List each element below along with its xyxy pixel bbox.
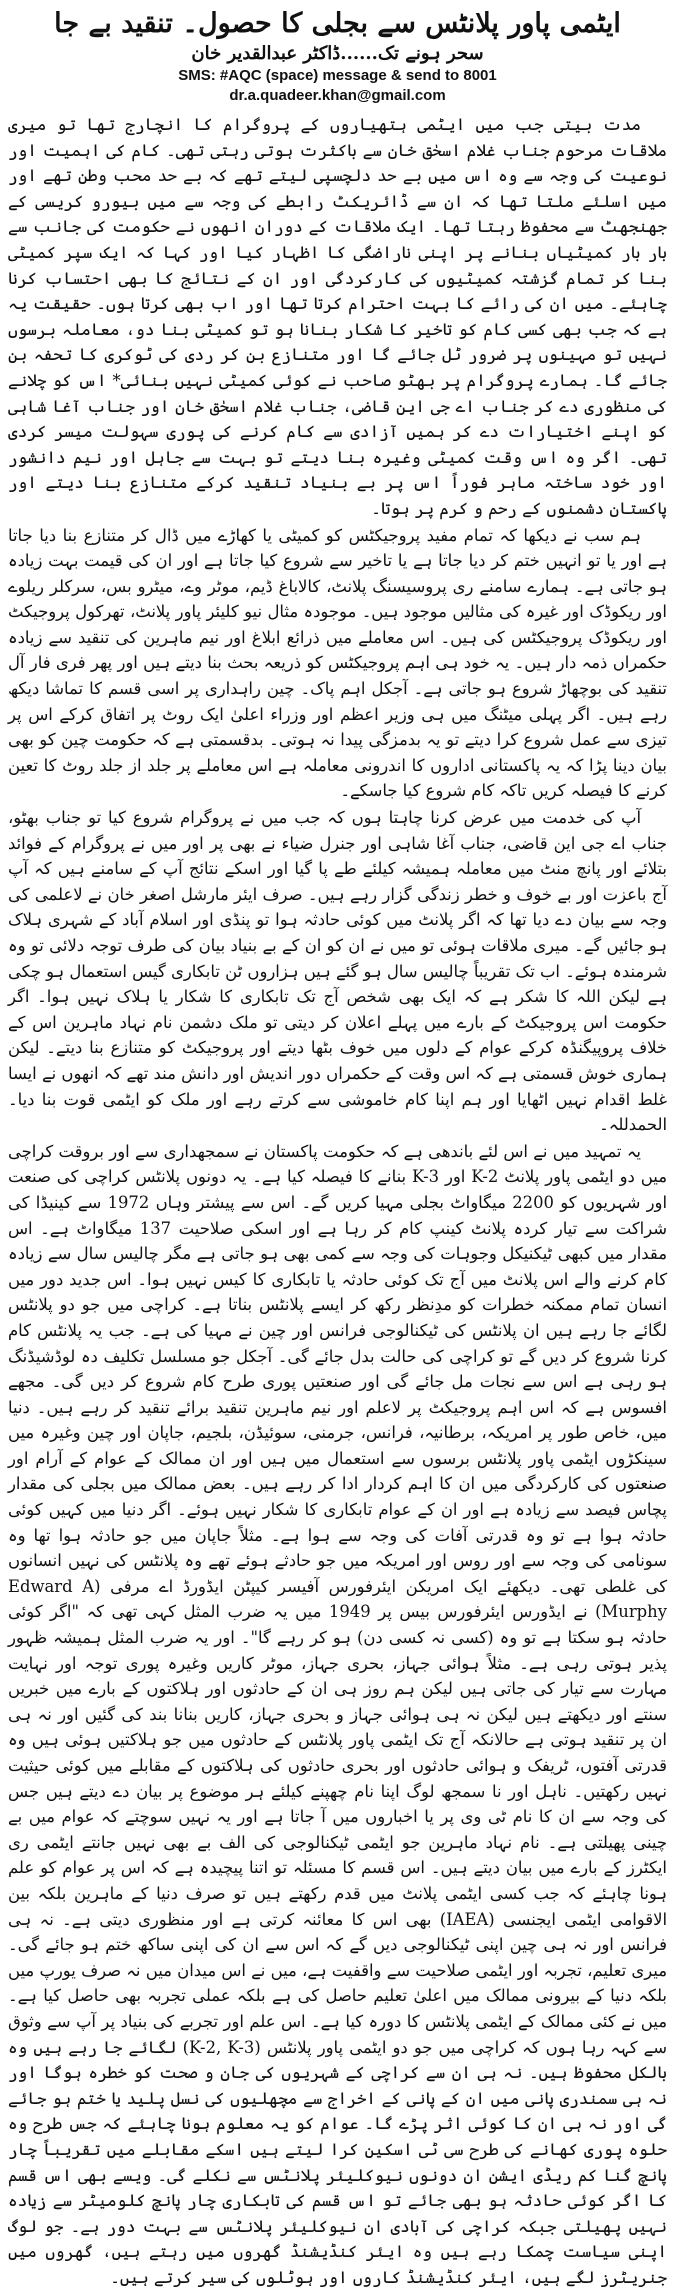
byline: سحر ہونے تک......ڈاکٹر عبدالقدیر خان <box>191 43 484 64</box>
paragraph: مدت بیتی جب میں ایٹمی ہتھیاروں کے پروگرام کا انچارج تھا تو میری ملاقات مرحوم جناب غلام اسحٰق خان سے باکثرت ہوتی رہتی تھی۔ کام کی اہمیت اور نوعیت کی وجہ سے وہ اس میں بے حد دلچسپی لیتے تھے کہ بے حد محب وطن تھے اور میں اسلئے ملتا تھا کہ ان سے ڈائریکٹ رابطے کی وجہ سے میں بیورو کریسی کے جھنجھٹ سے محفوظ رہتا تھا۔ ایک ملاقات کے دوران انھوں نے حکومت کی جانب سے بار بار کمیٹیاں بنانے پر اپنی ناراضگی کا اظہار کیا اور کہا کہ ایک سپر کمیٹی بنا کر تمام گزشتہ کمیٹیوں کی کارکردگی اور ان کے نتائج کا بھی احتساب کرنا چاہئے۔ میں ان کی رائے کا بہت احترام کرتا تھا اور اب بھی کرتا ہوں۔ حقیقت یہ ہے کہ جب بھی کسی کام کو تاخیر کا شکار بنانا ہو تو کمیٹی بنا دو، معاملہ برسوں نہیں تو مہینوں پر ضرور ٹل جائے گا اور متنازع بن کر ردی کی ٹوکری کا تحفہ بن جائے گا۔ ہمارے پروگرام پر بھٹو صاحب نے کوئی کمیٹی نہیں بنائی* اس کو چلانے کی منظوری دے کر جناب اے جی این قاضی، جناب غلام اسحٰق خان اور جناب آغا شاہی کو اپنے اختیارات دے کر ہمیں آزادی سے کام کرنے کی پوری سہولت میسر کردی تھی۔ اگر وہ اس وقت کمیٹی وغیرہ بنا دیتے تو بہت سے جاہل اور نیم دانشور اور خود ساختہ ماہر فوراً اس پر بے بنیاد تنقید کرکے متنازع بنا دیتے اور پاکستان دشمنوں کے رحم و کرم پر ہوتا۔ <box>8 115 667 518</box>
paragraph: یہ تمہید میں نے اس لئے باندھی ہے کہ حکومت پاکستان نے سمجھداری سے اور بروقت کراچی میں دو ایٹمی پاور پلانٹ K-2 اور K-3 بنانے کا فیصلہ کیا ہے۔ یہ دونوں پلانٹس کراچی کی صنعت اور شہریوں کو 2200 میگاواٹ بجلی مہیا کریں گے۔ اس سے پیشتر وہاں 1972 سے کینیڈا کی شراکت سے تیار کردہ پلانٹ کینپ کام کر رہا ہے اور اسکی صلاحیت 137 میگاواٹ ہے۔ اس مقدار میں کبھی ٹیکنیکل وجوہات کی وجہ سے کمی بھی ہو جاتی ہے مگر چالیس سال سے زیادہ کام کرنے والے اس پلانٹ میں آج تک کوئی حادثہ یا تابکاری کا کیس نہیں ہوا۔ اس جدید دور میں انسان تمام ممکنہ خطرات کو مدِنظر رکھ کر ایسے پلانٹس بناتا ہے۔ کراچی میں جو دو پلانٹس لگائے جا رہے ہیں ان پلانٹس کی ٹیکنالوجی فرانس اور چین نے مہیا کی ہے۔ جب یہ پلانٹس کام کرنا شروع کر دیں گے تو کراچی کی حالت بدل جائے گی۔ آجکل جو مسلسل تکلیف دہ لوڈشیڈنگ ہو رہی ہے اس سے نجات مل جائے گی اور صنعتیں پوری طرح کام شروع کر دیں گی۔ مجھے افسوس ہے کہ اس اہم پروجیکٹ پر لاعلم اور نیم ماہرین تنقید برائے تنقید کر رہے ہیں۔ دنیا میں، خاص طور پر امریکہ، برطانیہ، فرانس، جرمنی، سوئیڈن، بلجیم، جاپان اور چین وغیرہ میں سینکڑوں ایٹمی پاور پلانٹس برسوں سے استعمال میں ہیں اور ان ممالک کے عوام کے آرام اور صنعتوں کی کارکردگی میں ان کا اہم کردار ادا کر رہے ہیں۔ بعض ممالک میں بجلی کی مقدار پچاس فیصد سے زیادہ ہے اور ان کے عوام تابکاری کا شکار نہیں ہوئے۔ اگر دنیا میں کہیں کوئی حادثہ ہوا ہے تو وہ قدرتی آفات کی وجہ سے ہوا ہے۔ مثلاً جاپان میں جو حادثہ ہوا تھا وہ سونامی کی وجہ سے اور روس اور امریکہ میں جو حادثے ہوئے تھے وہ پلانٹس کی نہیں انسانوں کی غلطی تھی۔ دیکھئے ایک امریکن ایئرفورس آفیسر کیپٹن ایڈورڈ اے مرفی (Edward A Murphy) نے ایڈورس ایئرفورس بیس پر 1949 میں یہ ضرب المثل کہی تھی کہ "اگر کوئی حادثہ ہو سکتا ہے تو وہ (کسی نہ کسی دن) ہو کر رہے گا"۔ اور یہ ضرب المثل ہمیشہ ظہور پذیر ہوتی رہی ہے۔ مثلاً ہوائی جہاز، بحری جہاز، موٹر کاریں وغیرہ پوری توجہ اور نہایت مہارت سے تیار کی جاتی ہیں لیکن ہم روز ہی ان کے حادثوں اور ہلاکتوں کے بارے میں خبریں سنتے اور دیکھتے ہیں لیکن نہ ہی ہوائی جہاز و بحری جہاز، کاریں بنانا بند کی گئیں اور نہ ہی ان پر تنقید ہوتی ہے حالانکہ آج تک ایٹمی پاور پلانٹس کے حادثوں میں جو ہلاکتیں ہوئی ہیں وہ قدرتی آفتوں، ٹریفک و ہوائی حادثوں اور بحری حادثوں کی ہلاکتوں کے مقابلے میں کوئی حیثیت نہیں رکھتیں۔ ناہل اور نا سمجھ لوگ اپنا نام چھپنے کیلئے ہر موضوع پر بیان دے دیتے ہیں جس کی وجہ سے ان کا نام ٹی وی پر یا اخباروں میں آ جاتا ہے اور یہ نہیں سوچتے کہ عوام میں بے چینی پھیلتی ہے۔ نام نہاد ماہرین جو ایٹمی ٹیکنالوجی کی الف بے بھی نہیں جانتے ایٹمی ری ایکٹرز کے بارے میں بیان دیتے ہیں۔ اس قسم کا مسئلہ تو اتنا پیچیدہ ہے کہ اس پر عوام کو علم ہونا چاہئے کہ جب کسی ایٹمی پلانٹ میں قدم رکھتے ہیں تو صرف دنیا کے ماہرین بلکہ بین الاقوامی ایٹمی ایجنسی (IAEA) بھی اس کا معائنہ کرتی ہے اور منظوری دیتی ہے۔ نہ ہی فرانس اور نہ ہی چین اپنی ٹیکنالوجی دیں گے کہ اس سے ان کی اپنی ساکھ ختم ہو جائے گی۔ میری تعلیم، تجربہ اور ایٹمی صلاحیت سے واقفیت ہے، میں نے اس میدان میں نہ صرف یورپ میں بلکہ دنیا کے بیرونی ممالک میں اعلیٰ تعلیم حاصل کی ہے بلکہ عملی تجربہ بھی حاصل کیا ہے۔ میں نے کئی ممالک کے ایٹمی پلانٹس کا دورہ کیا ہے۔ اس علم اور تجربے کی بنیاد پر آپ سے وثوق سے کہہ رہا ہوں کہ کراچی میں جو دو ایٹمی پاور پلانٹس (K-2, K-3) لگائے جا رہے ہیں وہ بالکل محفوظ ہیں۔ نہ ہی ان سے کراچی کے شہریوں کی جان و صحت کو خطرہ ہوگا اور نہ ہی سمندری پانی میں ان کے پانی کے اخراج سے مچھلیوں کی نسل پلید یا ختم ہو جائے گی اور نہ ہی ان کا کوئی اثر پڑے گا۔ عوام کو یہ معلوم ہونا چاہئے کہ جس طرح وہ حلوہ پوری کھانے کی طرح سی ٹی اسکین کرا لیتے ہیں اسکے مقابلے میں تقریباً چار پانچ گنا کم ریڈی ایشن ان دونوں نیوکلیئر پلانٹس سے نکلے گی۔ ویسے بھی اس قسم کا اگر کوئی حادثہ ہو بھی جائے تو اس قسم کی تابکاری چار پانچ کلومیٹر سے زیادہ نہیں پھیلتی جبکہ کراچی کی آبادی ان نیوکلیئر پلانٹس سے بہت دور ہے۔ جو لوگ اپنی سیاست چمکا رہے ہیں وہ ایئر کنڈیشنڈ گھروں میں رہتے ہیں، گھروں میں جنریٹرز لگے ہیں، ایئر کنڈیشنڈ کاروں اور ہوٹلوں کی سیر کرتے ہیں۔ <box>8 1141 668 2287</box>
sms-line: SMS: #AQC (space) message & send to 8001 <box>178 67 497 84</box>
author-email: dr.a.quadeer.khan@gmail.com <box>229 87 446 104</box>
article-body <box>8 112 667 2290</box>
article-header <box>8 6 667 106</box>
paragraph: آپ کی خدمت میں عرض کرنا چاہتا ہوں کہ جب میں نے پروگرام شروع کیا تو جناب بھٹو، جناب اے جی این قاضی، جناب آغا شاہی اور جنرل ضیاء نے بھی پر اور میں نے پروگرام کے فوائد بتلائے اور پانچ منٹ میں معاملہ ہمیشہ کیلئے طے پا گیا اور اسکے نتائج آپ کے سامنے ہیں کہ آپ آج باعزت اور بے خوف و خطر زندگی گزار رہے ہیں۔ صرف ایئر مارشل اصغر خان نے لاعلمی کی وجہ سے بیان دے دیا تھا کہ اگر پلانٹ میں کوئی حادثہ ہوا تو پنڈی اور اسلام آباد کے شہری ہلاک ہو جائیں گے۔ میری ملاقات ہوئی تو میں نے ان کو ان کے بے بنیاد بیان کی طرف توجہ دلائی تو وہ شرمندہ ہوئے۔ اب تک تقریباً چالیس سال ہو گئے ہیں ہزاروں ٹن تابکاری گیس استعمال ہو چکی ہے لیکن اللہ کا شکر ہے کہ ایک بھی شخص آج تک تابکاری کا شکار یا ہلاک نہیں ہوا۔ اگر حکومت اس پروجیکٹ کے بارے میں پہلے اعلان کر دیتی تو ملک دشمن نام نہاد ماہرین اس کے خلاف پروپیگنڈہ کرکے عوام کے دلوں میں خوف بٹھا دیتے اور پروجیکٹ کو متنازع بنا دیتے۔ لیکن ہماری خوش قسمتی ہے کہ اس وقت کے حکمراں دور اندیش اور دانش مند تھے کہ انھوں نے ایسا غلط اقدام نہیں اٹھایا اور ہم اپنا کام خاموشی سے کرتے رہے اور ملک کو ایٹمی قوت بنا دیا۔ الحمدللہ۔ <box>8 808 667 1135</box>
headline: ایٹمی پاور پلانٹس سے بجلی کا حصول۔ تنقید بے جا <box>54 8 621 39</box>
paragraph: ہم سب نے دیکھا کہ تمام مفید پروجیکٹس کو کمیٹی یا کھاڑے میں ڈال کر متنازع بنا دیا جاتا ہے اور یا تو انہیں ختم کر دیا جاتا ہے یا تاخیر سے شروع کیا جاتا ہے اور ان کی قیمت بہت زیادہ ہو جاتی ہے۔ ہمارے سامنے ری پروسیسنگ پلانٹ، کالاباغ ڈیم، موٹر وے، میٹرو بس، سرکلر ریلوے اور ریکوڈک اور غیرہ کی مثالیں موجود ہیں۔ موجودہ مثال نیو کلیئر پاور پلانٹ، تھرکول پروجیکٹ اور ریکوڈک پروجیکٹس کی ہیں۔ اس معاملے میں ذرائع ابلاغ اور نیم ماہرین کی تنقید سے زیادہ حکمراں ذمہ دار ہیں۔ یہ خود ہی اہم پروجیکٹس کو ذریعہ بحث بنا دیتے ہیں اور پھر فری فار آل تنقید کی بوچھاڑ شروع ہو جاتی ہے۔ آجکل اہم پاک۔ چین راہداری پر اسی قسم کا تماشا دیکھ رہے ہیں۔ اگر پہلی میٹنگ میں ہی وزیر اعظم اور وزراء اعلیٰ ایک روٹ پر اتفاق کرکے اس پر تیزی سے عمل شروع کرا دیتے تو یہ بدمزگی پیدا نہ ہوتی۔ بدقسمتی ہے کہ حکومت چین کو بھی بیان دینا پڑا کہ یہ پاکستانی اداروں کا اندرونی معاملہ ہے اس معاملے پر جلد از جلد روٹ کا تعین کرنے کا فیصلہ کریں تاکہ کام شروع کیا جاسکے۔ <box>8 525 667 801</box>
